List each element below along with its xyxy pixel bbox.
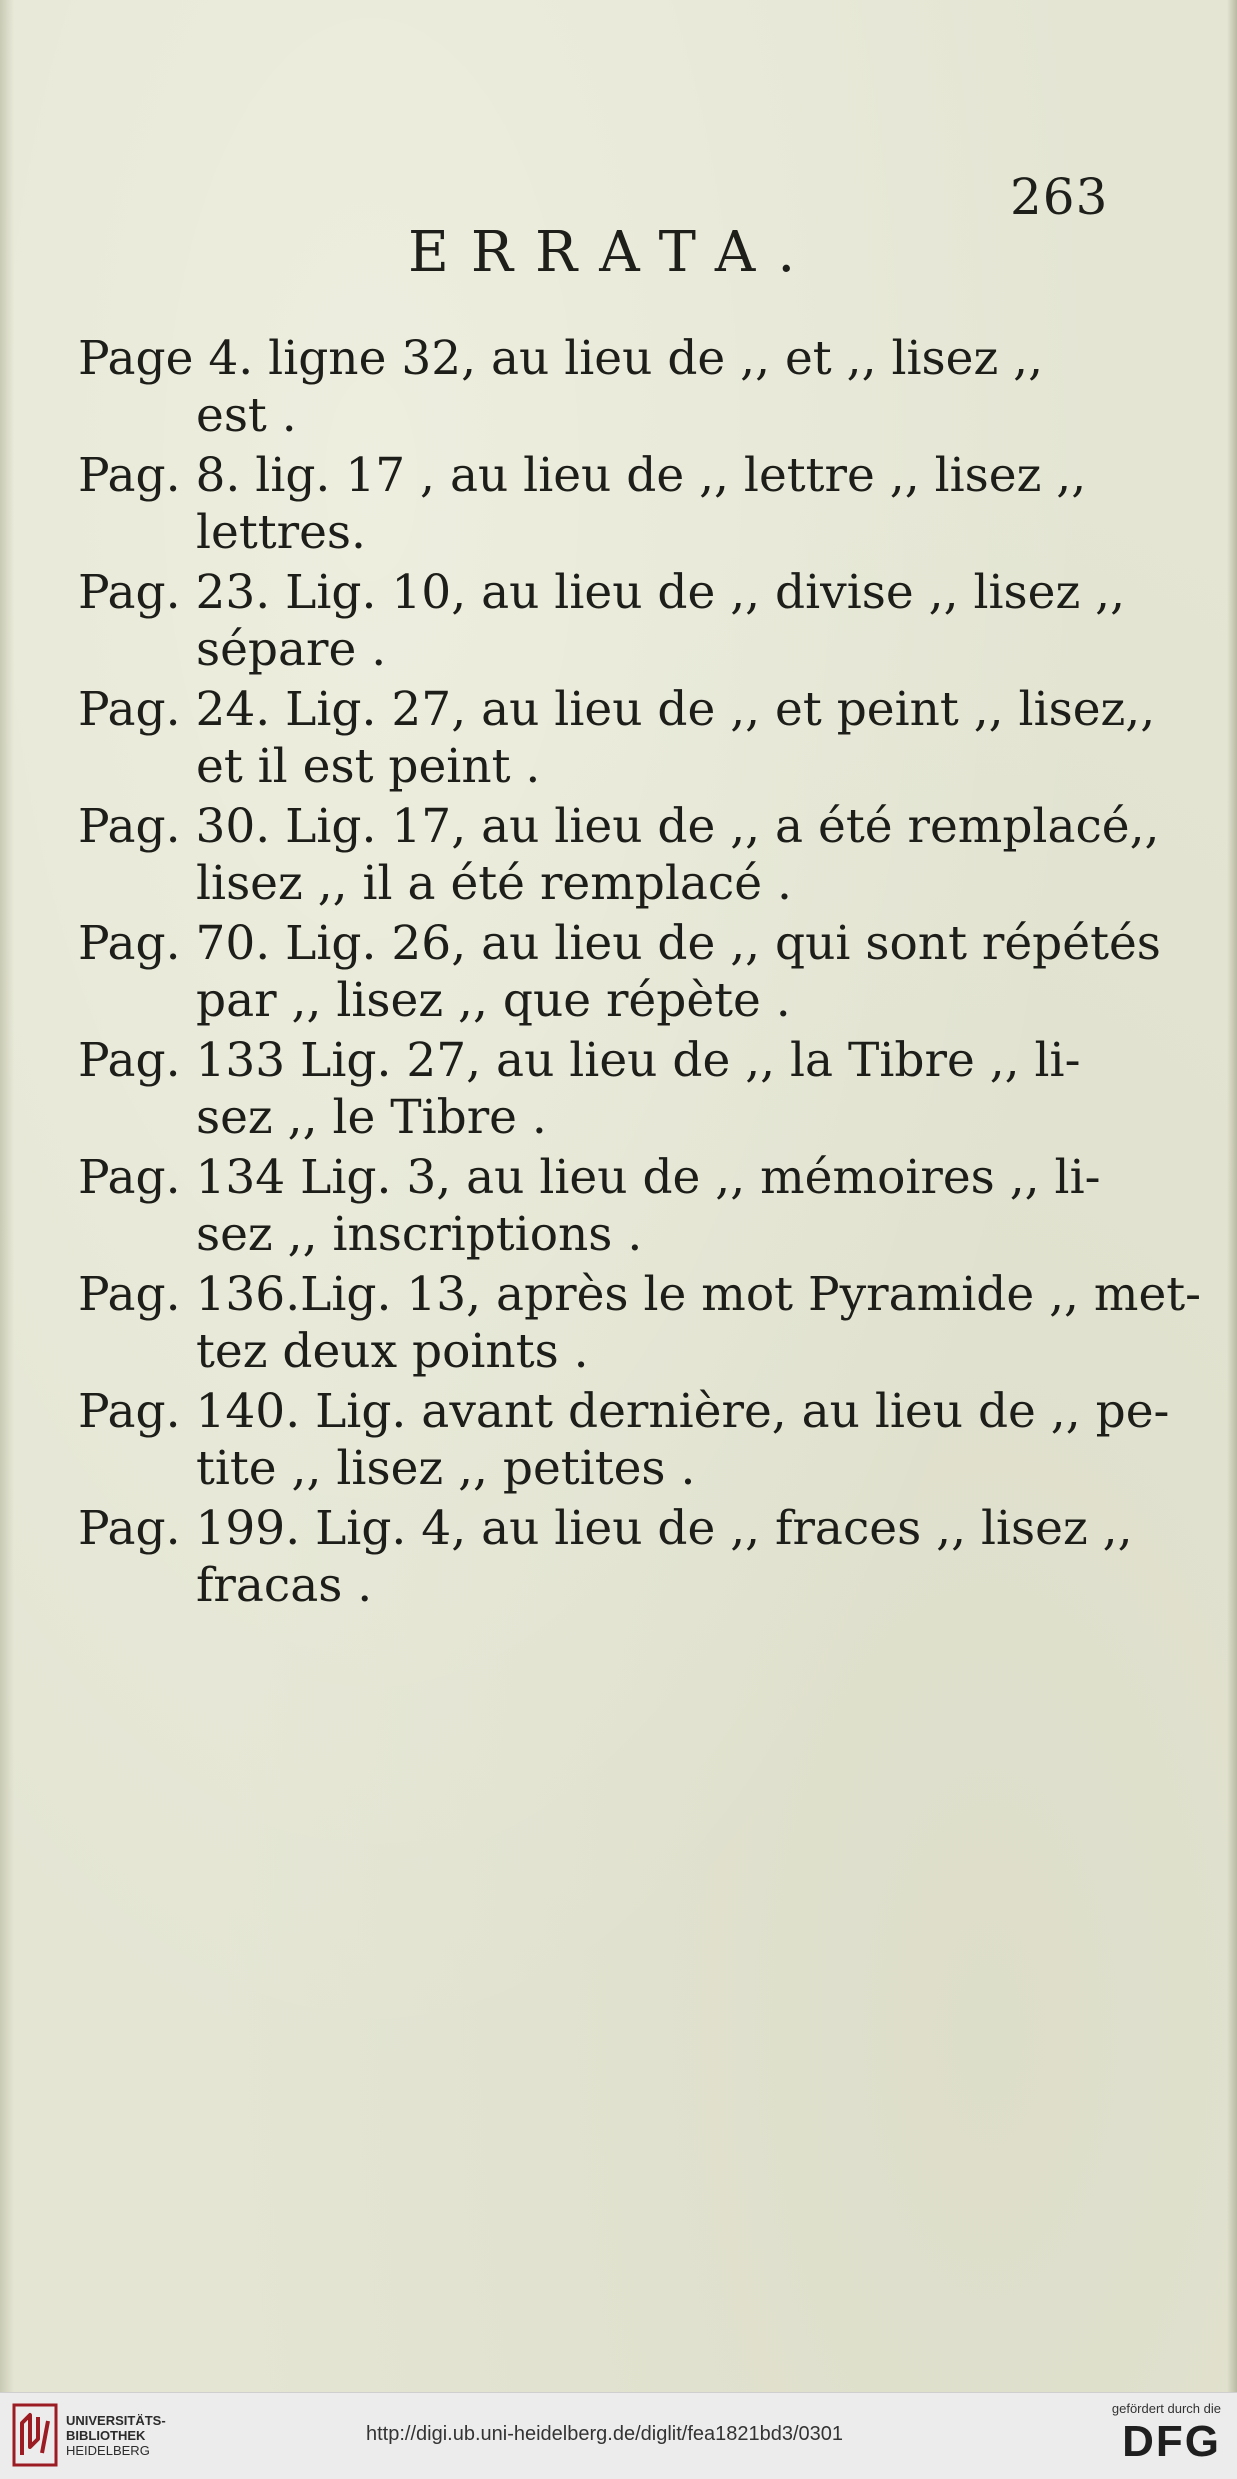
- errata-entry-line2: lettres.: [196, 505, 366, 560]
- errata-entry: [78, 681, 1156, 795]
- errata-entry: [78, 330, 1118, 444]
- errata-entry: [78, 564, 1126, 678]
- errata-entry-line1: Pag. 134 Lig. 3, au lieu de ,, mémoires ,, li-: [78, 1150, 1101, 1205]
- errata-entry: [78, 1149, 1118, 1263]
- sponsor-caption: gefördert durch die: [1111, 2401, 1221, 2416]
- errata-entry-line2: est .: [196, 388, 297, 443]
- page-edge-right: [1227, 0, 1237, 2392]
- errata-entry-line1: Pag. 30. Lig. 17, au lieu de ,, a été remplacé,,: [78, 799, 1160, 854]
- errata-entry: [78, 798, 1160, 912]
- source-url-link[interactable]: http://digi.ub.uni-heidelberg.de/diglit/fea1821bd3/0301: [366, 2423, 844, 2445]
- errata-entry-line2: par ,, lisez ,, que répète .: [196, 973, 791, 1028]
- errata-entry: [78, 1500, 1133, 1614]
- errata-entry: [78, 1383, 1170, 1497]
- errata-entry-line2: tez deux points .: [196, 1324, 589, 1379]
- page-number: 263: [1010, 168, 1109, 226]
- errata-entry-line2: sépare .: [196, 622, 387, 677]
- errata-entry-line2: fracas .: [196, 1558, 373, 1613]
- errata-entry-line1: Pag. 199. Lig. 4, au lieu de ,, fraces ,, lisez ,,: [78, 1501, 1133, 1556]
- viewer-footer: [0, 2392, 1237, 2479]
- ub-heidelberg-logo-icon[interactable]: [12, 2403, 58, 2467]
- sponsor-block: [1071, 2401, 1221, 2466]
- errata-entry: [78, 447, 1118, 561]
- errata-entry: [78, 915, 1161, 1029]
- errata-entry-line1: Pag. 140. Lig. avant dernière, au lieu de ,, pe-: [78, 1384, 1170, 1439]
- errata-entry-line2: sez ,, le Tibre .: [196, 1090, 547, 1145]
- errata-entry-line2: lisez ,, il a été remplacé .: [196, 856, 792, 911]
- library-name: [66, 2413, 166, 2458]
- errata-entry: [78, 1032, 1118, 1146]
- errata-entry-line1: Pag. 136.Lig. 13, après le mot Pyramide ,, met-: [78, 1267, 1202, 1322]
- errata-entry-line1: Page 4. ligne 32, au lieu de ,, et ,, lisez ,,: [78, 331, 1044, 386]
- library-name-line3: HEIDELBERG: [66, 2443, 150, 2458]
- errata-entry-line1: Pag. 70. Lig. 26, au lieu de ,, qui sont répétés: [78, 916, 1161, 971]
- errata-entry-line1: Pag. 8. lig. 17 , au lieu de ,, lettre ,, lisez ,,: [78, 448, 1087, 503]
- errata-entry-line2: sez ,, inscriptions .: [196, 1207, 643, 1262]
- errata-entry-line2: tite ,, lisez ,, petites .: [196, 1441, 696, 1496]
- dfg-logo[interactable]: DFG: [1122, 2417, 1221, 2466]
- errata-entry-line1: Pag. 23. Lig. 10, au lieu de ,, divise ,, lisez ,,: [78, 565, 1126, 620]
- page-edge-left: [0, 0, 14, 2392]
- errata-entry-line1: Pag. 24. Lig. 27, au lieu de ,, et peint ,, lisez,,: [78, 682, 1156, 737]
- library-name-line1: UNIVERSITÄTS-: [66, 2413, 166, 2428]
- errata-list: [78, 330, 1202, 1617]
- page-heading: ERRATA.: [408, 220, 818, 285]
- errata-entry-line2: et il est peint .: [196, 739, 541, 794]
- errata-entry: [78, 1266, 1202, 1380]
- library-name-line2: BIBLIOTHEK: [66, 2428, 146, 2443]
- errata-entry-line1: Pag. 133 Lig. 27, au lieu de ,, la Tibre ,, li-: [78, 1033, 1081, 1088]
